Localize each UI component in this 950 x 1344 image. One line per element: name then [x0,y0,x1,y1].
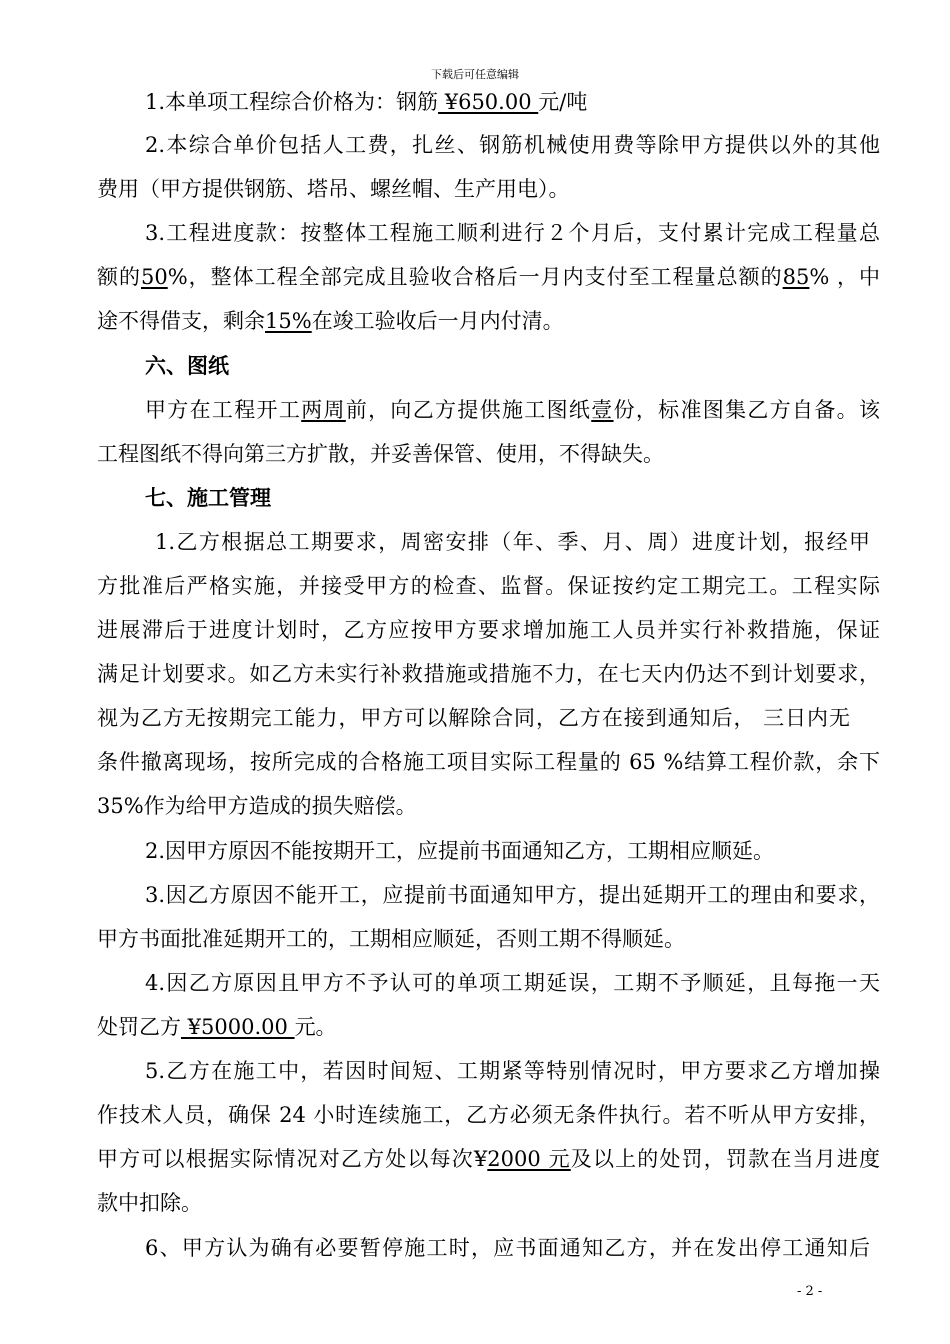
text-run: 4.因乙方原因且甲方不予认可的单项工期延误，工期不予顺延，且每拖一天 [145,971,880,995]
text-run: 甲方在工程开工 [145,398,302,422]
text-line [97,925,685,953]
text-line [145,969,880,997]
text-run: 视为乙方无按期完工能力，甲方可以解除合同，乙方在接到通知后， 三日内无 [97,706,850,730]
text-line [97,572,880,600]
text-run: 1.本单项工程综合价格为：钢筋 [145,90,439,114]
text-line [97,175,570,203]
text-line [97,1189,202,1217]
section-heading [145,484,271,512]
text-run: 甲方书面批准延期开工的，工期相应顺延，否则工期不得顺延。 [97,927,685,951]
text-line [97,792,417,820]
underlined-value: ¥650.00 [438,90,539,114]
page-header: 下载后可任意编辑 [431,68,519,81]
text-run: 及以上的处罚，罚款在当月进度 [570,1147,881,1171]
text-run: 5.乙方在施工中，若因时间短、工期紧等特别情况时，甲方要求乙方增加操 [145,1059,880,1083]
text-line [97,1013,337,1041]
text-run: 35%作为给甲方造成的损失赔偿。 [97,794,417,818]
text-line [97,660,880,688]
text-line [97,263,880,291]
text-line [145,219,880,247]
text-line [97,1101,880,1129]
underlined-value: 壹 [591,398,614,422]
text-run: 六、图纸 [145,354,229,378]
text-line [97,704,850,732]
text-run: 份，标准图集乙方自备。该 [613,398,880,422]
text-run: 甲方可以根据实际情况对乙方处以每次¥ [97,1147,488,1171]
text-run: 费用（甲方提供钢筋、塔吊、螺丝帽、生产用电）。 [97,177,570,201]
text-run: 3.因乙方原因不能开工，应提前书面通知甲方，提出延期开工的理由和要求， [145,883,880,907]
text-run: 在竣工验收后一月内付清。 [311,309,564,333]
text-run: 3.工程进度款：按整体工程施工顺利进行２个月后，支付累计完成工程量总 [145,221,880,245]
text-run: 方批准后严格实施，并接受甲方的检查、监督。保证按约定工期完工。工程实际 [97,574,880,598]
text-line [145,131,880,159]
text-run: 条件撤离现场，按所完成的合格施工项目实际工程量的 65 %结算工程价款，余下 [97,750,880,774]
text-run: 满足计划要求。如乙方未实行补救措施或措施不力，在七天内仍达不到计划要求， [97,662,880,686]
text-line [145,88,587,116]
section-heading [145,352,229,380]
underlined-value: 50 [141,265,168,289]
text-run: 1.乙方根据总工期要求，周密安排（年、季、月、周）进度计划，报经甲 [155,530,870,554]
text-run: 前，向乙方提供施工图纸 [345,398,592,422]
text-run: 2.本综合单价包括人工费，扎丝、钢筋机械使用费等除甲方提供以外的其他 [145,133,880,157]
text-line [145,396,880,424]
text-line [97,1145,880,1173]
text-run: 2.因甲方原因不能按期开工，应提前书面通知乙方，工期相应顺延。 [145,839,775,863]
text-run: 元/吨 [538,90,588,114]
text-run: %，整体工程全部完成且验收合格后一月内支付至工程量总额的 [167,265,783,289]
text-line [97,616,880,644]
underlined-value: 15% [265,309,312,333]
underlined-value: 2000 元 [487,1147,571,1171]
underlined-value: ¥5000.00 [181,1015,295,1039]
text-run: 作技术人员，确保 24 小时连续施工，乙方必须无条件执行。若不听从甲方安排， [97,1103,880,1127]
page-number: - 2 - [797,1284,823,1299]
text-run: 工程图纸不得向第三方扩散，并妥善保管、使用，不得缺失。 [97,442,664,466]
text-run: 七、施工管理 [145,486,271,510]
text-line [97,440,664,468]
text-run: 进展滞后于进度计划时，乙方应按甲方要求增加施工人员并实行补救措施，保证 [97,618,880,642]
text-run: 元。 [294,1015,337,1039]
text-run: 6、甲方认为确有必要暂停施工时，应书面通知乙方，并在发出停工通知后 [145,1236,870,1260]
text-line [155,528,870,556]
text-run: 额的 [97,265,141,289]
text-line [97,307,564,335]
text-line [145,837,774,865]
text-line [97,748,880,776]
text-run: 款中扣除。 [97,1191,202,1215]
underlined-value: 85 [782,265,810,289]
text-run: 处罚乙方 [97,1015,181,1039]
underlined-value: 两周 [301,398,346,422]
text-line [145,1234,870,1262]
text-run: % ，中 [809,265,881,289]
text-line [145,881,880,909]
text-line [145,1057,880,1085]
text-run: 途不得借支，剩余 [97,309,265,333]
